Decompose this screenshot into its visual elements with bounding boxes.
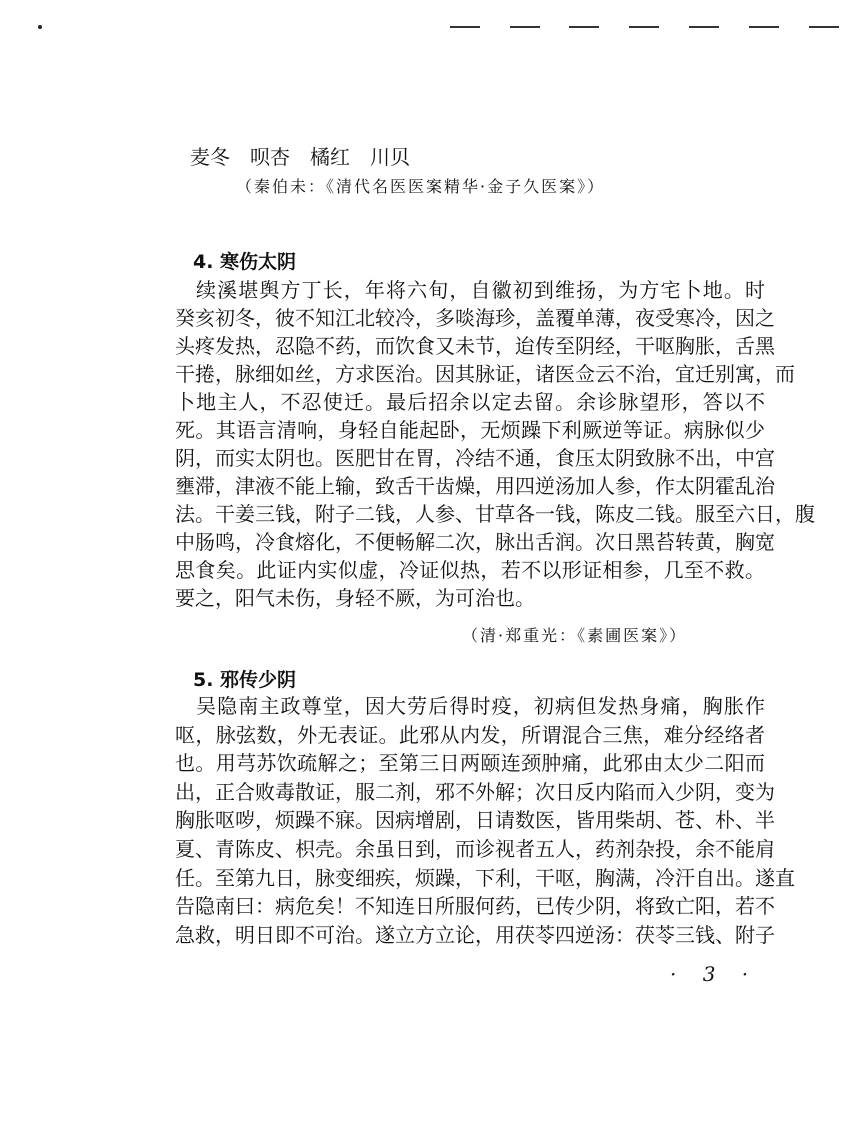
text-line: 续溪堪舆方丁长，年将六旬，自徽初到维扬，为方宅卜地。时: [196, 278, 765, 302]
text-line: 干捲，脉细如丝，方求医治。因其脉证，诸医佥云不治，宜迁别寓，而: [175, 362, 795, 386]
text-line: 任。至第九日，脉变细疾，烦躁，下利，干呕，胸满，冷汗自出。遂直: [175, 865, 795, 890]
text-line: 呕，脉弦数，外无表证。此邪从内发，所谓混合三焦，难分经络者: [175, 722, 765, 747]
text-line: 死。其语言清响，身轻自能起卧，无烦躁下利厥逆等证。病脉似少: [175, 418, 765, 442]
header-dash: [629, 26, 659, 28]
page-number: · 3 ·: [670, 962, 759, 986]
text-line: 头疼发热，忍隐不药，而饮食又未节，迨传至阴经，干呕胸胀，舌黑: [175, 334, 775, 358]
header-dash: [450, 26, 480, 28]
section-heading: 4. 寒伤太阴: [193, 251, 297, 273]
scan-speck: [38, 25, 42, 29]
text-line: 也。用芎苏饮疏解之；至第三日两颐连颈肿痛，此邪由太少二阳而: [175, 751, 765, 776]
text-line: 胸胀呕哕，烦躁不寐。因病增剧，日请数医，皆用柴胡、苍、朴、半: [175, 808, 775, 833]
text-line: 卜地主人，不忍使迁。最后招余以定去留。余诊脉望形，答以不: [175, 390, 765, 414]
text-line: 出，正合败毒散证，服二剂，邪不外解；次日反内陷而入少阴，变为: [175, 779, 775, 804]
herb-list: 麦冬 呗杏 橘红 川贝: [190, 145, 410, 169]
text-line: 中肠鸣，冷食熔化，不便畅解二次，脉出舌润。次日黑苔转黄，胸宽: [175, 530, 775, 554]
text-line: 癸亥初冬，彼不知江北较冷，多啖海珍，盖覆单薄，夜受寒冷，因之: [175, 306, 775, 330]
text-line: 要之，阳气未伤，身轻不厥，为可治也。: [175, 586, 535, 610]
text-line: 阴，而实太阴也。医肥甘在胃，冷结不通，食压太阴致脉不出，中宫: [175, 446, 775, 470]
header-dash: [510, 26, 540, 28]
header-dash: [749, 26, 779, 28]
text-line: 夏、青陈皮、枳壳。余虽日到，而诊视者五人，药剂杂投，余不能肩: [175, 837, 775, 861]
text-line: 告隐南曰：病危矣！不知连日所服何药，已传少阴，将致亡阳，若不: [175, 894, 775, 919]
text-line: 思食矣。此证内实似虚，冷证似热，若不以形证相参，几至不救。: [175, 558, 765, 582]
section-heading: 5. 邪传少阴: [193, 669, 297, 691]
text-line: 吴隐南主政尊堂，因大劳后得时疫，初病但发热身痛，胸胀作: [196, 694, 765, 718]
citation: （清·郑重光：《素圃医案》）: [462, 626, 688, 645]
text-line: 急救，明日即不可治。遂立方立论，用茯苓四逆汤：茯苓三钱、附子: [175, 922, 775, 947]
header-dash: [569, 26, 599, 28]
text-line: 壅滞，津液不能上输，致舌干齿燥，用四逆汤加人参，作太阴霍乱治: [175, 474, 775, 498]
text-line: 法。干姜三钱，附子二钱，人参、甘草各一钱，陈皮二钱。服至六日，腹: [175, 502, 815, 526]
header-dash: [809, 26, 839, 28]
citation: （秦伯未：《清代名医医案精华·金子久医案》）: [236, 177, 606, 196]
header-dash: [689, 26, 719, 28]
